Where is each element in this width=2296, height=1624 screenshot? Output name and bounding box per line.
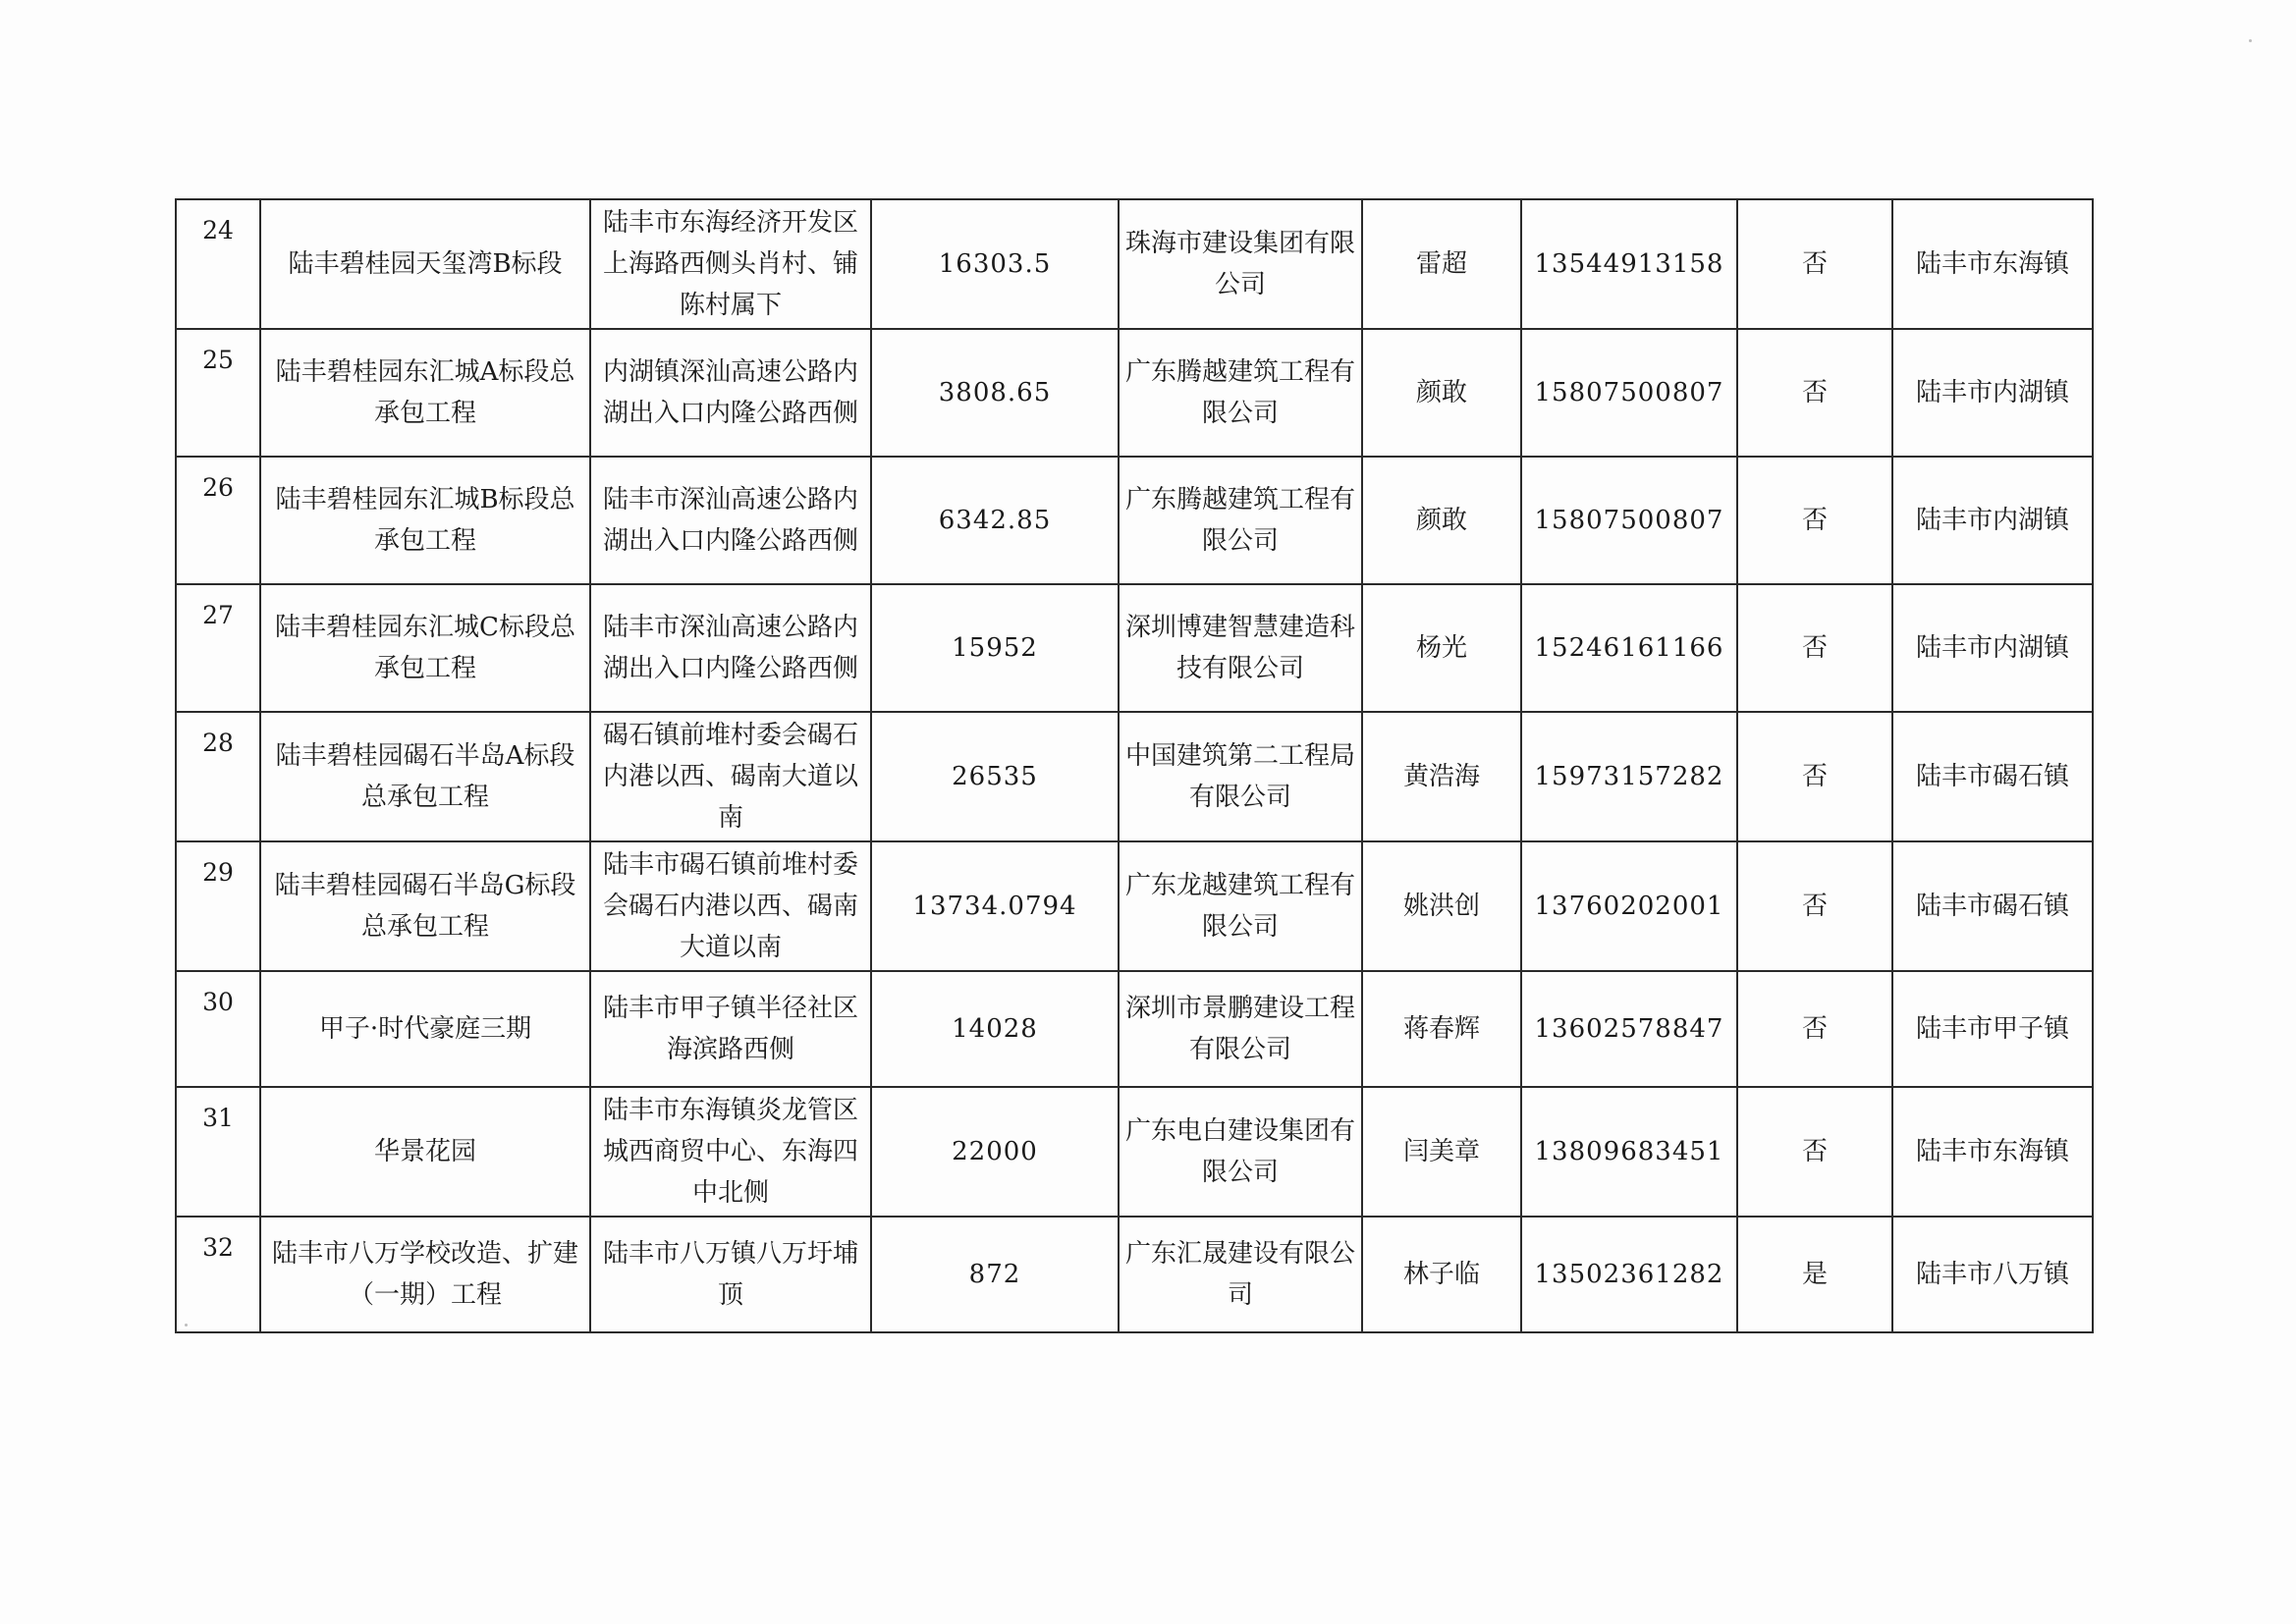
project-manager: 颜敢	[1362, 457, 1521, 584]
row-number: 25	[176, 329, 260, 457]
row-number: 32	[176, 1217, 260, 1332]
building-area: 872	[871, 1217, 1119, 1332]
contact-phone: 13602578847	[1521, 971, 1737, 1087]
building-area: 26535	[871, 712, 1119, 841]
project-location: 陆丰市深汕高速公路内湖出入口内隆公路西侧	[590, 584, 871, 712]
contact-phone: 15807500807	[1521, 329, 1737, 457]
contractor: 广东电白建设集团有限公司	[1119, 1087, 1362, 1217]
contractor: 中国建筑第二工程局有限公司	[1119, 712, 1362, 841]
contact-phone: 13544913158	[1521, 199, 1737, 329]
project-location: 陆丰市东海镇炎龙管区城西商贸中心、东海四中北侧	[590, 1087, 871, 1217]
town: 陆丰市碣石镇	[1892, 712, 2093, 841]
project-name: 陆丰碧桂园碣石半岛G标段总承包工程	[260, 841, 590, 971]
contact-phone: 13502361282	[1521, 1217, 1737, 1332]
yes-no-flag: 否	[1737, 971, 1892, 1087]
project-location: 陆丰市甲子镇半径社区海滨路西侧	[590, 971, 871, 1087]
project-manager: 颜敢	[1362, 329, 1521, 457]
yes-no-flag: 否	[1737, 199, 1892, 329]
table-row	[176, 584, 2093, 712]
project-name: 陆丰碧桂园东汇城A标段总承包工程	[260, 329, 590, 457]
project-manager: 雷超	[1362, 199, 1521, 329]
yes-no-flag: 否	[1737, 329, 1892, 457]
yes-no-flag: 否	[1737, 584, 1892, 712]
scan-speck	[2249, 39, 2252, 42]
contact-phone: 13760202001	[1521, 841, 1737, 971]
town: 陆丰市东海镇	[1892, 1087, 2093, 1217]
project-location: 碣石镇前堆村委会碣石内港以西、碣南大道以南	[590, 712, 871, 841]
town: 陆丰市甲子镇	[1892, 971, 2093, 1087]
project-manager: 林子临	[1362, 1217, 1521, 1332]
building-area: 14028	[871, 971, 1119, 1087]
project-name: 陆丰碧桂园天玺湾B标段	[260, 199, 590, 329]
contact-phone: 15246161166	[1521, 584, 1737, 712]
yes-no-flag: 否	[1737, 457, 1892, 584]
project-name: 甲子·时代豪庭三期	[260, 971, 590, 1087]
project-name: 陆丰碧桂园东汇城C标段总承包工程	[260, 584, 590, 712]
contractor: 深圳市景鹏建设工程有限公司	[1119, 971, 1362, 1087]
contractor: 深圳博建智慧建造科技有限公司	[1119, 584, 1362, 712]
row-number: 31	[176, 1087, 260, 1217]
contractor: 广东龙越建筑工程有限公司	[1119, 841, 1362, 971]
row-number: 27	[176, 584, 260, 712]
contractor: 广东汇晟建设有限公司	[1119, 1217, 1362, 1332]
row-number: 29	[176, 841, 260, 971]
yes-no-flag: 否	[1737, 841, 1892, 971]
contact-phone: 15807500807	[1521, 457, 1737, 584]
building-area: 16303.5	[871, 199, 1119, 329]
project-manager: 闫美章	[1362, 1087, 1521, 1217]
project-name: 陆丰市八万学校改造、扩建（一期）工程	[260, 1217, 590, 1332]
building-area: 13734.0794	[871, 841, 1119, 971]
row-number: 28	[176, 712, 260, 841]
town: 陆丰市内湖镇	[1892, 584, 2093, 712]
building-area: 22000	[871, 1087, 1119, 1217]
yes-no-flag: 否	[1737, 712, 1892, 841]
table-row	[176, 457, 2093, 584]
project-manager: 黄浩海	[1362, 712, 1521, 841]
project-name: 陆丰碧桂园东汇城B标段总承包工程	[260, 457, 590, 584]
town: 陆丰市碣石镇	[1892, 841, 2093, 971]
table-row	[176, 1217, 2093, 1332]
scan-speck	[185, 1324, 188, 1326]
town: 陆丰市东海镇	[1892, 199, 2093, 329]
table-row	[176, 841, 2093, 971]
building-area: 3808.65	[871, 329, 1119, 457]
contractor: 广东腾越建筑工程有限公司	[1119, 329, 1362, 457]
town: 陆丰市内湖镇	[1892, 457, 2093, 584]
project-manager: 蒋春辉	[1362, 971, 1521, 1087]
project-manager: 姚洪创	[1362, 841, 1521, 971]
contractor: 珠海市建设集团有限公司	[1119, 199, 1362, 329]
row-number: 30	[176, 971, 260, 1087]
row-number: 24	[176, 199, 260, 329]
contact-phone: 15973157282	[1521, 712, 1737, 841]
project-table	[175, 198, 2094, 1333]
project-location: 内湖镇深汕高速公路内湖出入口内隆公路西侧	[590, 329, 871, 457]
project-location: 陆丰市碣石镇前堆村委会碣石内港以西、碣南大道以南	[590, 841, 871, 971]
row-number: 26	[176, 457, 260, 584]
project-location: 陆丰市八万镇八万圩埔顶	[590, 1217, 871, 1332]
town: 陆丰市内湖镇	[1892, 329, 2093, 457]
town: 陆丰市八万镇	[1892, 1217, 2093, 1332]
building-area: 6342.85	[871, 457, 1119, 584]
yes-no-flag: 是	[1737, 1217, 1892, 1332]
contact-phone: 13809683451	[1521, 1087, 1737, 1217]
table-row	[176, 199, 2093, 329]
table-row	[176, 971, 2093, 1087]
building-area: 15952	[871, 584, 1119, 712]
project-name: 华景花园	[260, 1087, 590, 1217]
table-row	[176, 329, 2093, 457]
contractor: 广东腾越建筑工程有限公司	[1119, 457, 1362, 584]
yes-no-flag: 否	[1737, 1087, 1892, 1217]
table-row	[176, 1087, 2093, 1217]
project-manager: 杨光	[1362, 584, 1521, 712]
project-location: 陆丰市东海经济开发区上海路西侧头肖村、铺陈村属下	[590, 199, 871, 329]
project-name: 陆丰碧桂园碣石半岛A标段总承包工程	[260, 712, 590, 841]
table-row	[176, 712, 2093, 841]
project-location: 陆丰市深汕高速公路内湖出入口内隆公路西侧	[590, 457, 871, 584]
